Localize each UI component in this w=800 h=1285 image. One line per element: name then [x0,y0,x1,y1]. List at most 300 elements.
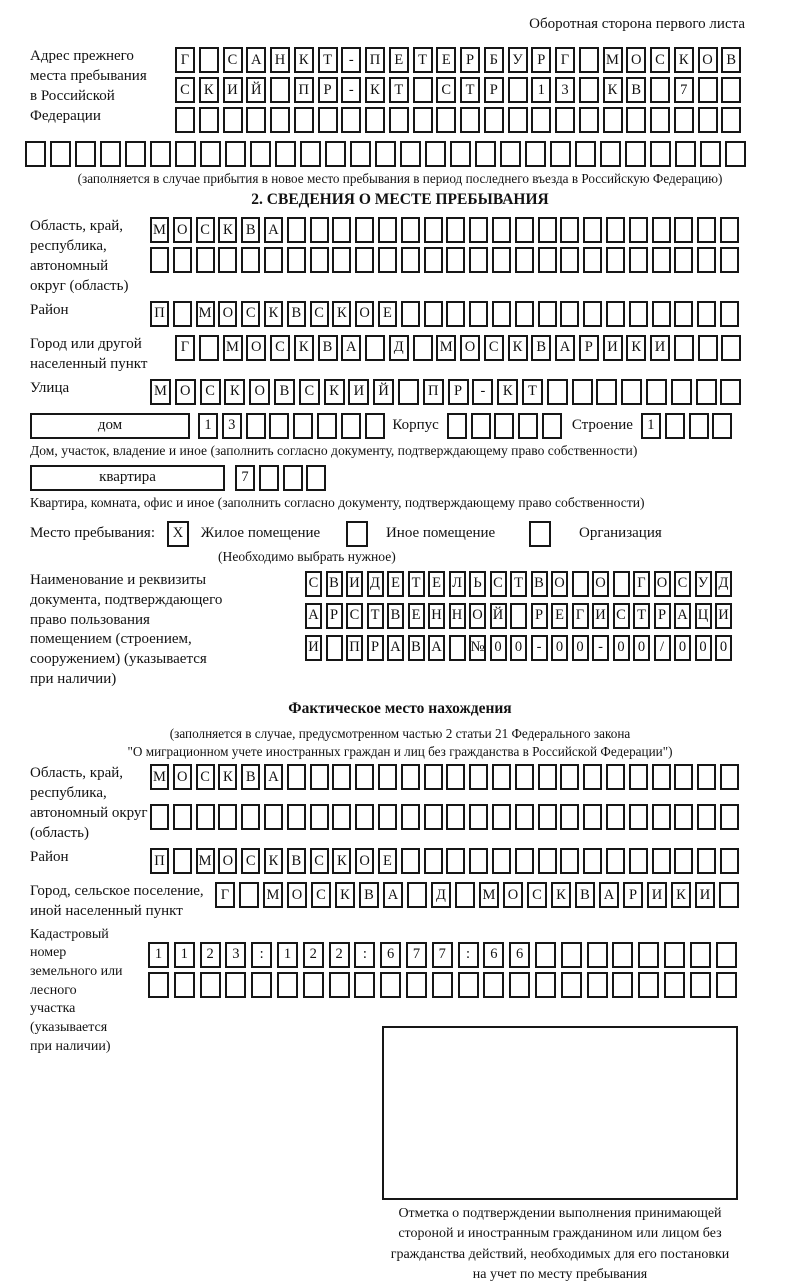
char-box [294,107,314,133]
char-box: И [650,335,670,361]
street-field [30,379,800,409]
char-box: Г [175,47,195,73]
char-box: 2 [303,942,324,968]
char-box: О [287,882,307,908]
char-box [674,335,694,361]
char-box: 6 [483,942,504,968]
char-box [306,465,326,491]
prev-address-row-1 [175,47,745,73]
char-box [508,77,528,103]
char-box [579,107,599,133]
char-box: О [592,571,609,597]
city-row [175,335,745,371]
char-box [535,972,556,998]
char-box: П [365,47,385,73]
document-rows [305,571,736,691]
cadastral-row-2 [148,972,741,998]
char-box: Е [387,571,404,597]
char-box: Д [367,571,384,597]
char-box [317,413,337,439]
stroenie-cells [641,413,736,439]
page-header-note: Оборотная сторона первого листа [529,16,745,32]
char-box: 2 [329,942,350,968]
char-box [469,247,488,273]
char-box [612,942,633,968]
char-box [652,848,671,874]
char-box: Т [318,47,338,73]
char-box: С [311,882,331,908]
stay-type-row [30,521,800,547]
char-box [354,972,375,998]
char-box: Г [215,882,235,908]
char-box: Т [367,603,384,629]
char-box: С [310,848,329,874]
char-box [287,217,306,243]
char-box [401,301,420,327]
char-box: Н [449,603,466,629]
char-box: Р [531,603,548,629]
char-box: Т [460,77,480,103]
char-box [200,972,221,998]
char-box: П [150,301,169,327]
char-box [500,141,521,167]
stay-type-label: Место пребывания: [30,525,155,542]
apartment-cells [235,465,330,491]
char-box [572,571,589,597]
char-box: В [287,848,306,874]
label-line: право пользования [30,611,150,628]
char-box [674,301,693,327]
char-box: В [575,882,595,908]
char-box: - [341,47,361,73]
char-box: Д [715,571,732,597]
char-box [270,107,290,133]
section2-title: 2. СВЕДЕНИЯ О МЕСТЕ ПРЕБЫВАНИЯ [251,191,549,208]
char-box: С [223,47,243,73]
char-box [199,107,219,133]
char-box: - [472,379,493,405]
char-box [579,77,599,103]
char-box [652,804,671,830]
char-box [560,804,579,830]
char-box [446,217,465,243]
char-box: 0 [510,635,527,661]
char-box: В [721,47,741,73]
char-box: В [241,217,260,243]
char-box [515,848,534,874]
street-row [150,379,745,405]
stay-type-option-residential-label: Жилое помещение [200,525,321,542]
char-box [720,764,739,790]
char-box [150,247,169,273]
char-box [355,217,374,243]
actual-location-note-1: (заполняется в случае, предусмотренном частью 2 статьи 21 Федерального закона [169,726,631,742]
char-box [269,413,289,439]
char-box: В [241,764,260,790]
char-box [246,107,266,133]
char-box: 0 [633,635,650,661]
char-box [720,301,739,327]
char-box [25,141,46,167]
char-box [652,217,671,243]
label-line: Город, сельское поселение, [30,883,204,899]
char-box: 1 [198,413,218,439]
label-line: в Российской [30,87,115,104]
char-box [446,247,465,273]
char-box: В [626,77,646,103]
char-box: И [348,379,369,405]
stamp-note [360,1204,760,1285]
char-box: О [551,571,568,597]
char-box [401,764,420,790]
char-box [446,804,465,830]
char-box: К [218,764,237,790]
actual-city-label [30,882,215,922]
char-box [469,764,488,790]
char-box: К [508,335,528,361]
char-box: О [173,217,192,243]
char-box: М [150,764,169,790]
char-box [515,804,534,830]
char-box [378,804,397,830]
char-box: Б [484,47,504,73]
char-box: О [249,379,270,405]
char-box [401,217,420,243]
char-box [413,107,433,133]
char-box [406,972,427,998]
char-box: К [671,882,691,908]
char-box [650,141,671,167]
char-box: Г [633,571,650,597]
char-box: К [199,77,219,103]
actual-location-note-2: "О миграционном учете иностранных граждан и лиц без гражданства в Российской Федерации") [127,744,673,760]
char-box [603,107,623,133]
char-box: С [196,217,215,243]
char-box [550,141,571,167]
label-line: гражданства действий, необходимых для его постановки [390,1246,730,1262]
char-box [365,107,385,133]
char-box: 0 [715,635,732,661]
char-box [446,848,465,874]
char-box [341,413,361,439]
char-box: 7 [432,942,453,968]
city-field [30,335,800,375]
char-box [555,107,575,133]
char-box [365,335,385,361]
label-line: участка (указывается [30,1001,108,1035]
char-box [583,301,602,327]
char-box [625,141,646,167]
char-box: К [218,217,237,243]
char-box [721,335,741,361]
char-box: Г [175,335,195,361]
char-box: С [270,335,290,361]
char-box: Е [378,848,397,874]
char-box [561,972,582,998]
char-box [538,247,557,273]
char-box: М [479,882,499,908]
char-box: С [299,379,320,405]
char-box [401,804,420,830]
char-box: Т [413,47,433,73]
char-box: 0 [551,635,568,661]
char-box: 0 [613,635,630,661]
char-box: К [674,47,694,73]
char-box [355,247,374,273]
char-box: О [355,301,374,327]
char-box [365,413,385,439]
char-box [173,301,192,327]
document-label [30,571,305,691]
char-box [560,217,579,243]
district-row [150,301,743,327]
char-box [492,301,511,327]
char-box [50,141,71,167]
char-box: Й [246,77,266,103]
char-box [218,247,237,273]
label-line: стороной и иностранным гражданином или лицом без [398,1226,722,1242]
char-box: Р [484,77,504,103]
char-box [424,247,443,273]
char-box [225,141,246,167]
char-box [449,635,466,661]
char-box [341,107,361,133]
char-box [355,764,374,790]
char-box [606,247,625,273]
house-cells [198,413,388,439]
korpus-label: Корпус [392,417,439,434]
actual-district-row [150,848,743,874]
char-box: О [218,848,237,874]
char-box: В [359,882,379,908]
cadastral-label [30,926,148,1056]
char-box: О [654,571,671,597]
char-box: А [246,47,266,73]
char-box: : [458,942,479,968]
char-box [484,107,504,133]
char-box [389,107,409,133]
char-box [300,141,321,167]
stay-type-note: (Необходимо выбрать нужное) [218,548,396,564]
char-box [600,141,621,167]
house-field [30,413,800,439]
char-box [650,107,670,133]
char-box [674,804,693,830]
char-box [674,217,693,243]
char-box: У [508,47,528,73]
char-box: М [196,848,215,874]
char-box: И [647,882,667,908]
char-box: А [264,764,283,790]
char-box: Е [428,571,445,597]
char-box [174,972,195,998]
char-box: К [332,301,351,327]
char-box [650,77,670,103]
prev-address-row-3 [175,107,745,133]
char-box: Т [408,571,425,597]
char-box: / [654,635,671,661]
char-box [525,141,546,167]
char-box [400,141,421,167]
char-box [696,379,717,405]
char-box [547,379,568,405]
char-box [378,247,397,273]
char-box [606,301,625,327]
char-box [483,972,504,998]
char-box: И [715,603,732,629]
char-box: П [150,848,169,874]
char-box: Л [449,571,466,597]
char-box [531,107,551,133]
char-box [538,848,557,874]
document-row-2 [305,603,736,629]
char-box: А [428,635,445,661]
char-box [720,804,739,830]
char-box [469,848,488,874]
char-box [401,848,420,874]
char-box [241,804,260,830]
char-box: 1 [174,942,195,968]
char-box: А [599,882,619,908]
char-box: Р [623,882,643,908]
char-box [626,107,646,133]
char-box: К [332,848,351,874]
char-box [218,804,237,830]
label-line: помещением (строением, [30,631,192,648]
char-box: В [326,571,343,597]
char-box [572,379,593,405]
char-box: 6 [509,942,530,968]
char-box [375,141,396,167]
char-box: Р [531,47,551,73]
actual-region-row-1 [150,764,743,790]
label-line: Наименование и реквизиты [30,571,207,588]
char-box [264,804,283,830]
char-box: М [150,217,169,243]
region-field [30,217,800,297]
char-box: У [695,571,712,597]
char-box [303,972,324,998]
char-box: 0 [695,635,712,661]
char-box: Н [428,603,445,629]
char-box: Е [378,301,397,327]
char-box [424,301,443,327]
char-box: : [251,942,272,968]
char-box: К [551,882,571,908]
char-box [259,465,279,491]
char-box [250,141,271,167]
char-box: В [274,379,295,405]
korpus-cells [447,413,566,439]
char-box [560,764,579,790]
char-box: П [294,77,314,103]
label-line: при наличии) [30,671,117,688]
char-box: В [408,635,425,661]
char-box [700,141,721,167]
char-box [350,141,371,167]
char-box: Т [510,571,527,597]
char-box: В [318,335,338,361]
char-box [596,379,617,405]
char-box: С [175,77,195,103]
char-box [492,217,511,243]
char-box [665,413,685,439]
district-label: Район [30,301,69,318]
char-box [583,804,602,830]
char-box [492,247,511,273]
char-box [664,942,685,968]
region-row-2 [150,247,743,273]
char-box: 1 [148,942,169,968]
label-line: Отметка о подтверждении выполнения принимающей [398,1206,722,1222]
char-box [583,848,602,874]
char-box [535,942,556,968]
char-box: М [223,335,243,361]
street-label: Улица [30,379,70,396]
char-box [378,764,397,790]
char-box: О [355,848,374,874]
house-note: Дом, участок, владение и иное (заполнить согласно документу, подтверждающему право собственности) [30,442,638,458]
char-box: - [531,635,548,661]
char-box: 3 [222,413,242,439]
char-box: К [264,301,283,327]
char-box: С [650,47,670,73]
char-box [515,301,534,327]
char-box: Р [326,603,343,629]
char-box: К [603,77,623,103]
char-box: 0 [490,635,507,661]
char-box [606,217,625,243]
char-box [697,247,716,273]
char-box [223,107,243,133]
char-box: М [263,882,283,908]
char-box: О [246,335,266,361]
char-box [239,882,259,908]
char-box: Е [408,603,425,629]
char-box [698,107,718,133]
char-box [674,107,694,133]
char-box: К [626,335,646,361]
char-box [173,247,192,273]
char-box [398,379,419,405]
char-box [332,804,351,830]
char-box: С [527,882,547,908]
char-box: Ь [469,571,486,597]
document-row-1 [305,571,736,597]
char-box [613,571,630,597]
char-box [508,107,528,133]
char-box [447,413,467,439]
label-line: сооружением) (указывается [30,651,207,668]
char-box: Д [431,882,451,908]
char-box [469,804,488,830]
char-box [424,217,443,243]
char-box [378,217,397,243]
char-box [721,77,741,103]
char-box: Е [436,47,456,73]
char-box [318,107,338,133]
char-box [638,942,659,968]
char-box [725,141,746,167]
char-box: Т [389,77,409,103]
label-line: документа, подтверждающего [30,591,223,608]
char-box: О [173,764,192,790]
char-box [475,141,496,167]
char-box: И [695,882,715,908]
char-box [638,972,659,998]
char-box [424,764,443,790]
char-box [287,804,306,830]
